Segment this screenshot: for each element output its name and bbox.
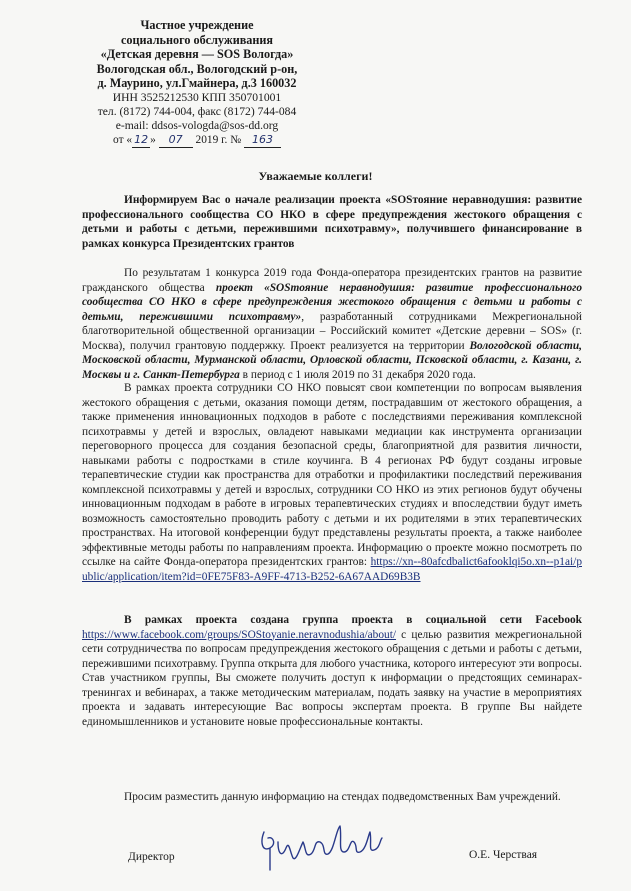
p2-text: В рамках проекта сотрудники СО НКО повысят свои компетенции по вопросам выявления жестокого обращения с детьми, оказания помощи детям, пострадавшим от жестокого обращения, а также применения инновационных подходов в работе с последствиями переживания комплексной психотравмы у детей и взрослых, овладеют навыками медиации как инструмента организации переговорного процесса для создания безопасной среды, благоприятной для развития личности, навыками работы с подростками в стиле коучинга. В 4 регионах РФ будут созданы игровые терапевтические студии как пространства для отработки и профилактики последствий переживания комплексной психотравмы у детей и взрослых, сотрудники СО НКО из этих регионов будут обучены инновационным подходам в работе в игровых терапевтических студиях и впоследствии будут иметь возможность самостоятельно проводить работу с детьми и их родителями в этих терапевтических пространствах. На итоговой конференции будут представлены результаты проекта, а также наиболее эффективные методы работы по направлениям проекта. Информацию о проекте можно посмотреть по ссылке на сайте Фонда-оператора президентских грантов: [82, 382, 582, 568]
date-mid: » [150, 133, 159, 146]
date-month: 07 [159, 133, 193, 148]
org-line-3: «Детская деревня — SOS Вологда» [100, 47, 294, 62]
email: e-mail: ddsos-vologda@sos-dd.org [115, 118, 279, 132]
date-day: 12 [134, 132, 149, 146]
signatory-name: О.Е. Черствая [469, 849, 538, 861]
salutation: Уважаемые коллеги! [258, 169, 373, 183]
paragraph-grant [82, 266, 582, 382]
paragraph-project-goals [82, 381, 582, 584]
p1-regions: Вологодской области, Московской области, Мурманской области, Орловской области, Псковской области, г. Казани, г. Москвы и г. Санкт-Петербурга [82, 339, 582, 381]
phone-fax: тел. (8172) 744-004, факс (8172) 744-084 [97, 104, 297, 118]
date-prefix: от « [113, 133, 133, 146]
address-line-2: д. Маурино, ул.Гмайнера, д.3 160032 [97, 76, 297, 91]
signatory-title: Директор [128, 851, 175, 863]
p3-text: с целью развития межрегиональной сети сотрудничества по вопросам предупреждения жестокого обращения с детьми и работы с детьми, пережившими психотравму. Группа открыта для любого участника, которого интересуют эти вопросы. Став участником группы, Вы сможете получить доступ к информации о предстоящих семинарах- тренингах и вебинарах, а также методическим материалам, подать заявку на участие в мероприятиях проекта и задавать интересующие Вас вопросы экспертам проекта. В группе Вы найдете единомышленников и установите новые профессиональные контакты. [82, 628, 582, 728]
org-line-1: Частное учреждение [140, 18, 254, 32]
outgoing-number: 163 [244, 133, 281, 148]
grant-fund-link[interactable]: https://xn--80afcdbalict6afooklqi5o.xn--p1ai/public/application/item?id=0FE75F83-A9FF-4713-B252-6A67AAD69B3B [82, 556, 582, 583]
intro-paragraph: Информируем Вас о начале реализации проекта «SOSтояние неравнодушия: развитие профессионального сообщества СО НКО в сфере предупреждения жестокого обращения с детьми и работы с детьми, пережившими психотравму», получившего финансирование в рамках конкурса Президентских грантов [82, 194, 582, 250]
facebook-group-link[interactable]: https://www.facebook.com/groups/SOStoyanie.neravnodushia/about/ [82, 628, 397, 641]
request-line: Просим разместить данную информацию на стендах подведомственных Вам учреждений. [124, 791, 561, 803]
date-number-line [62, 133, 332, 148]
org-line-2: социального обслуживания [120, 32, 274, 47]
p1-text-2: , разработанный сотрудниками Межрегиональной благотворительной общественной организации – Российский комитет «Детские деревни – SOS» (г. Москва), получил грантовую поддержку. Проект реализуется на территории [82, 310, 582, 352]
letterhead [62, 18, 332, 148]
p1-project-name: проект «SOSтояние неравнодушия: развитие профессионального сообщества СО НКО в сфере предупреждения жестокого обращения с детьми и работы с детьми, пережившими психотравму» [82, 281, 582, 323]
handwritten-signature [256, 818, 386, 878]
address-line-1: Вологодская обл., Вологодский р-он, [96, 61, 298, 76]
p1-text-1: По результатам 1 конкурса 2019 года Фонда-оператора президентских грантов на развитие гражданского общества [82, 267, 582, 294]
paragraph-facebook-group [82, 613, 582, 729]
p3-bold: В рамках проекта создана группа проекта в социальной сети Facebook [124, 614, 582, 626]
date-year: 2019 г. № [192, 133, 244, 146]
inn-kpp: ИНН 3525212530 КПП 350701001 [112, 90, 282, 104]
p1-text-3: в период с 1 июля 2019 по 31 декабря 2020 года. [239, 368, 476, 381]
